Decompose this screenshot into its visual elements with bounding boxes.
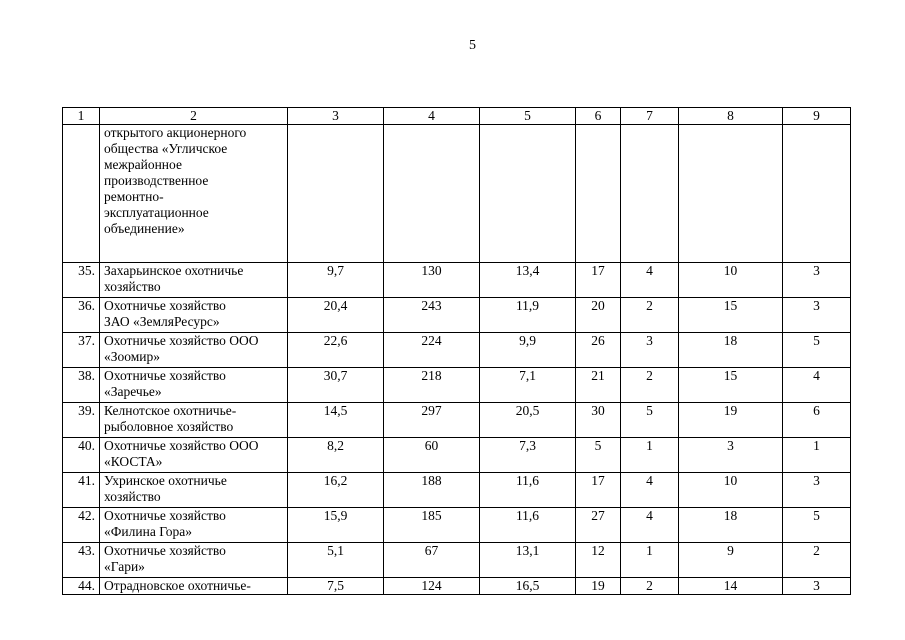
value-cell xyxy=(783,125,851,263)
page-number: 5 xyxy=(469,38,476,53)
row-number-cell: 38. xyxy=(63,368,100,403)
value-cell xyxy=(288,125,384,263)
value-cell: 2 xyxy=(621,368,679,403)
header-row xyxy=(63,108,851,125)
value-cell: 5 xyxy=(621,403,679,438)
row-number-cell: 44. xyxy=(63,578,100,595)
table-row xyxy=(63,333,851,368)
row-number-cell xyxy=(63,125,100,263)
value-cell: 12 xyxy=(576,543,621,578)
value-cell: 16,5 xyxy=(480,578,576,595)
name-line: Охотничье хозяйство xyxy=(104,543,226,558)
value-cell: 130 xyxy=(384,263,480,298)
value-cell: 15 xyxy=(679,368,783,403)
value-cell: 224 xyxy=(384,333,480,368)
value-cell: 19 xyxy=(679,403,783,438)
name-line: межрайонное xyxy=(104,157,182,172)
name-line: производственное xyxy=(104,173,209,188)
value-cell: 11,9 xyxy=(480,298,576,333)
value-cell: 4 xyxy=(783,368,851,403)
value-cell: 3 xyxy=(783,578,851,595)
table-row xyxy=(63,403,851,438)
organization-name-cell xyxy=(100,438,288,473)
value-cell: 7,5 xyxy=(288,578,384,595)
value-cell: 18 xyxy=(679,333,783,368)
value-cell: 4 xyxy=(621,263,679,298)
name-line: «Заречье» xyxy=(104,384,162,399)
name-line: Келнотское охотничье- xyxy=(104,403,237,418)
name-line: «КОСТА» xyxy=(104,454,163,469)
value-cell: 5 xyxy=(783,333,851,368)
header-cell: 6 xyxy=(576,108,621,125)
value-cell: 297 xyxy=(384,403,480,438)
value-cell: 5 xyxy=(783,508,851,543)
value-cell: 15 xyxy=(679,298,783,333)
name-line: Охотничье хозяйство ООО xyxy=(104,438,259,453)
name-line: открытого акционерного xyxy=(104,125,247,140)
header-cell: 3 xyxy=(288,108,384,125)
header-cell: 9 xyxy=(783,108,851,125)
header-cell: 1 xyxy=(63,108,100,125)
header-cell: 5 xyxy=(480,108,576,125)
header-cell: 7 xyxy=(621,108,679,125)
value-cell: 13,4 xyxy=(480,263,576,298)
value-cell: 7,1 xyxy=(480,368,576,403)
continuation-row xyxy=(63,125,851,263)
value-cell: 9,7 xyxy=(288,263,384,298)
header-cell: 2 xyxy=(100,108,288,125)
organization-name-cell xyxy=(100,263,288,298)
table-row xyxy=(63,368,851,403)
data-table xyxy=(62,107,851,595)
value-cell: 6 xyxy=(783,403,851,438)
name-line: ЗАО «ЗемляРесурс» xyxy=(104,314,220,329)
organization-name-cell xyxy=(100,473,288,508)
value-cell xyxy=(679,125,783,263)
organization-name-cell xyxy=(100,368,288,403)
value-cell xyxy=(576,125,621,263)
table-row xyxy=(63,473,851,508)
table-row xyxy=(63,298,851,333)
name-line: Охотничье хозяйство xyxy=(104,298,226,313)
value-cell xyxy=(621,125,679,263)
value-cell: 30,7 xyxy=(288,368,384,403)
value-cell xyxy=(384,125,480,263)
name-line: рыболовное хозяйство xyxy=(104,419,234,434)
value-cell: 10 xyxy=(679,473,783,508)
name-line: объединение» xyxy=(104,221,185,236)
value-cell: 3 xyxy=(679,438,783,473)
value-cell: 1 xyxy=(621,438,679,473)
value-cell: 185 xyxy=(384,508,480,543)
name-line: Ухринское охотничье xyxy=(104,473,227,488)
name-line: Охотничье хозяйство xyxy=(104,368,226,383)
organization-name-cell xyxy=(100,298,288,333)
name-line: хозяйство xyxy=(104,279,161,294)
value-cell: 10 xyxy=(679,263,783,298)
value-cell: 3 xyxy=(783,298,851,333)
value-cell: 17 xyxy=(576,263,621,298)
value-cell: 4 xyxy=(621,508,679,543)
value-cell: 19 xyxy=(576,578,621,595)
table-row xyxy=(63,438,851,473)
value-cell: 27 xyxy=(576,508,621,543)
value-cell: 22,6 xyxy=(288,333,384,368)
value-cell: 2 xyxy=(621,578,679,595)
row-number-cell: 42. xyxy=(63,508,100,543)
header-cell: 4 xyxy=(384,108,480,125)
value-cell: 2 xyxy=(621,298,679,333)
value-cell: 124 xyxy=(384,578,480,595)
value-cell: 9,9 xyxy=(480,333,576,368)
value-cell: 60 xyxy=(384,438,480,473)
value-cell: 20,4 xyxy=(288,298,384,333)
value-cell: 5,1 xyxy=(288,543,384,578)
organization-name-cell xyxy=(100,508,288,543)
value-cell: 14,5 xyxy=(288,403,384,438)
value-cell: 1 xyxy=(783,438,851,473)
value-cell: 14 xyxy=(679,578,783,595)
value-cell: 16,2 xyxy=(288,473,384,508)
organization-name-cell xyxy=(100,125,288,263)
table-row xyxy=(63,508,851,543)
value-cell: 21 xyxy=(576,368,621,403)
table-row xyxy=(63,578,851,595)
value-cell: 2 xyxy=(783,543,851,578)
value-cell: 11,6 xyxy=(480,473,576,508)
value-cell: 3 xyxy=(621,333,679,368)
value-cell: 67 xyxy=(384,543,480,578)
name-line: «Филина Гора» xyxy=(104,524,193,539)
name-line: общества «Угличское xyxy=(104,141,228,156)
name-line: «Гари» xyxy=(104,559,145,574)
name-line: Охотничье хозяйство ООО xyxy=(104,333,259,348)
row-number-cell: 39. xyxy=(63,403,100,438)
value-cell: 13,1 xyxy=(480,543,576,578)
value-cell: 4 xyxy=(621,473,679,508)
row-number-cell: 37. xyxy=(63,333,100,368)
value-cell: 26 xyxy=(576,333,621,368)
value-cell: 30 xyxy=(576,403,621,438)
value-cell: 9 xyxy=(679,543,783,578)
value-cell: 188 xyxy=(384,473,480,508)
name-line: эксплуатационное xyxy=(104,205,209,220)
organization-name-cell xyxy=(100,543,288,578)
value-cell: 11,6 xyxy=(480,508,576,543)
value-cell: 17 xyxy=(576,473,621,508)
value-cell: 218 xyxy=(384,368,480,403)
name-line: Захарьинское охотничье xyxy=(104,263,244,278)
value-cell: 20,5 xyxy=(480,403,576,438)
header-cell: 8 xyxy=(679,108,783,125)
value-cell: 1 xyxy=(621,543,679,578)
value-cell xyxy=(480,125,576,263)
row-number-cell: 35. xyxy=(63,263,100,298)
value-cell: 20 xyxy=(576,298,621,333)
organization-name-cell xyxy=(100,578,288,595)
row-number-cell: 41. xyxy=(63,473,100,508)
name-line: «Зоомир» xyxy=(104,349,161,364)
value-cell: 243 xyxy=(384,298,480,333)
row-number-cell: 36. xyxy=(63,298,100,333)
name-line: хозяйство xyxy=(104,489,161,504)
value-cell: 3 xyxy=(783,263,851,298)
organization-name-cell xyxy=(100,333,288,368)
row-number-cell: 40. xyxy=(63,438,100,473)
value-cell: 15,9 xyxy=(288,508,384,543)
table-row xyxy=(63,543,851,578)
organization-name-cell xyxy=(100,403,288,438)
value-cell: 18 xyxy=(679,508,783,543)
value-cell: 3 xyxy=(783,473,851,508)
value-cell: 7,3 xyxy=(480,438,576,473)
name-line: Отрадновское охотничье- xyxy=(104,578,251,593)
name-line: Охотничье хозяйство xyxy=(104,508,226,523)
value-cell: 8,2 xyxy=(288,438,384,473)
name-line: ремонтно- xyxy=(104,189,164,204)
value-cell: 5 xyxy=(576,438,621,473)
row-number-cell: 43. xyxy=(63,543,100,578)
table-row xyxy=(63,263,851,298)
